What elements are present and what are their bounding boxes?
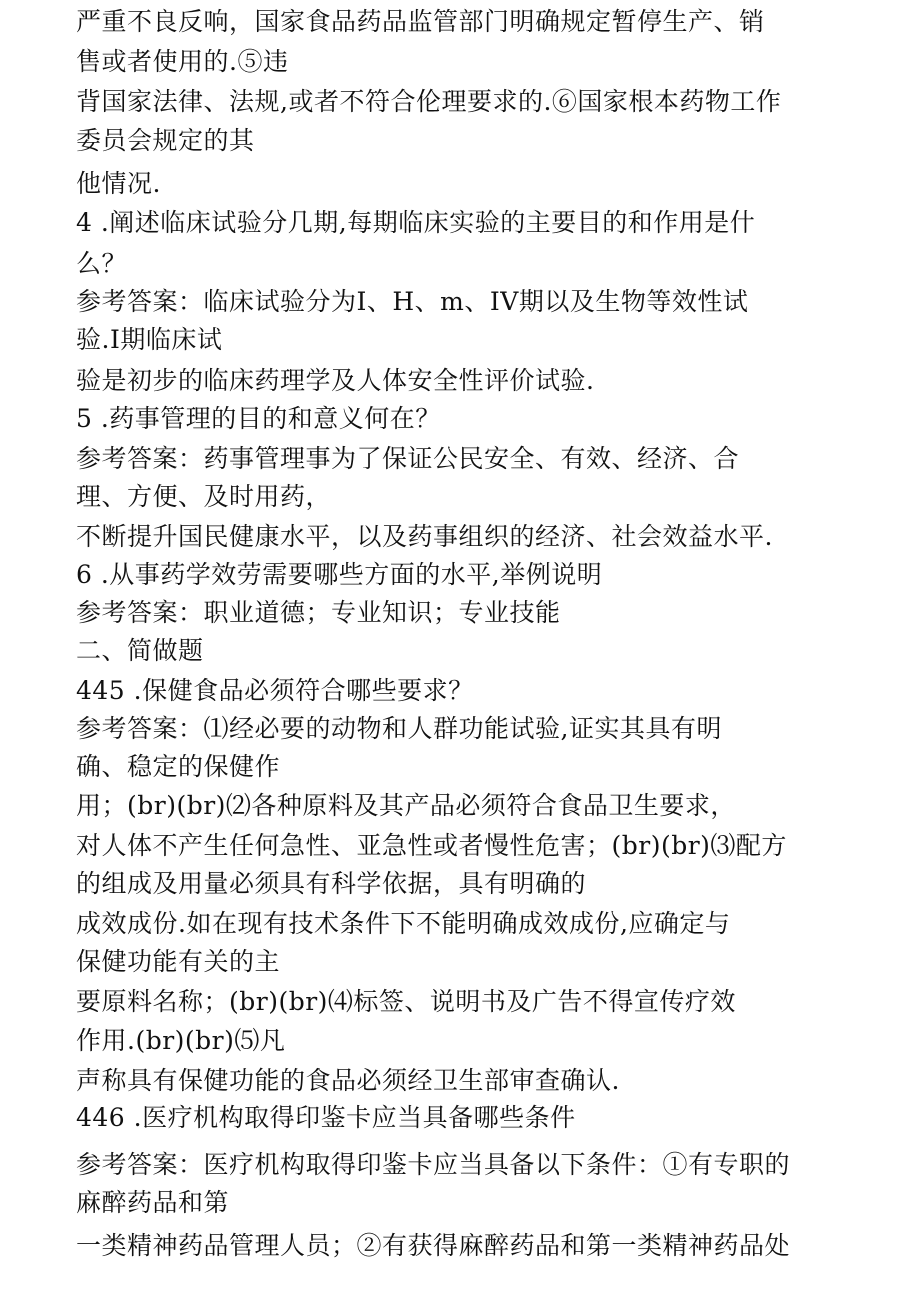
- text-line: 他情况.: [76, 169, 161, 198]
- question-heading: 5 .药事管理的目的和意义何在？: [76, 404, 441, 433]
- text-line: 要原料名称；(br)(br)⑷标签、说明书及广告不得宣传疗效: [76, 987, 736, 1016]
- question-heading: 445 .保健食品必须符合哪些要求？: [76, 676, 474, 705]
- text-line: 售或者使用的.⑤违: [76, 47, 289, 76]
- question-heading: 446 .医疗机构取得印鉴卡应当具备哪些条件: [76, 1103, 576, 1132]
- text-line: 验是初步的临床药理学及人体安全性评价试验.: [76, 366, 595, 395]
- text-line: 声称具有保健功能的食品必须经卫生部审查确认.: [76, 1066, 620, 1095]
- question-heading: 6 .从事药学效劳需要哪些方面的水平,举例说明: [76, 560, 603, 589]
- answer-line: 参考答案：⑴经必要的动物和人群功能试验,证实其具有明: [76, 714, 722, 743]
- answer-line: 参考答案：医疗机构取得印鉴卡应当具备以下条件：①有专职的: [76, 1150, 791, 1179]
- answer-line: 参考答案：药事管理事为了保证公民安全、有效、经济、合: [76, 444, 740, 473]
- answer-line: 参考答案：职业道德；专业知识；专业技能: [76, 598, 561, 627]
- text-line: 的组成及用量必须具有科学依据，具有明确的: [76, 869, 587, 898]
- text-line: 保健功能有关的主: [76, 947, 281, 976]
- text-line: 严重不良反响，国家食品药品监管部门明确规定暂停生产、销: [76, 7, 765, 36]
- text-line: 确、稳定的保健作: [76, 752, 281, 781]
- text-line: 不断提升国民健康水平，以及药事组织的经济、社会效益水平.: [76, 522, 773, 551]
- section-heading: 二、简做题: [76, 636, 204, 665]
- text-line: 一类精神药品管理人员；②有获得麻醉药品和第一类精神药品处: [76, 1231, 791, 1260]
- text-line: 用；(br)(br)⑵各种原料及其产品必须符合食品卫生要求，: [76, 791, 736, 820]
- text-line: 验.I期临床试: [76, 325, 223, 354]
- text-line: 作用.(br)(br)⑸凡: [76, 1026, 286, 1055]
- text-line: 麻醉药品和第: [76, 1188, 230, 1217]
- text-line: 成效成份.如在现有技术条件下不能明确成效成份,应确定与: [76, 909, 731, 938]
- text-line: 委员会规定的其: [76, 126, 255, 155]
- text-line: 么？: [76, 249, 128, 278]
- text-line: 理、方便、及时用药，: [76, 482, 332, 511]
- text-line: 对人体不产生任何急性、亚急性或者慢性危害；(br)(br)⑶配方: [76, 831, 787, 860]
- question-heading: 4 .阐述临床试验分几期,每期临床实验的主要目的和作用是什: [76, 208, 756, 237]
- answer-line: 参考答案：临床试验分为I、H、m、IV期以及生物等效性试: [76, 287, 749, 316]
- text-line: 背国家法律、法规,或者不符合伦理要求的.⑥国家根本药物工作: [76, 87, 782, 116]
